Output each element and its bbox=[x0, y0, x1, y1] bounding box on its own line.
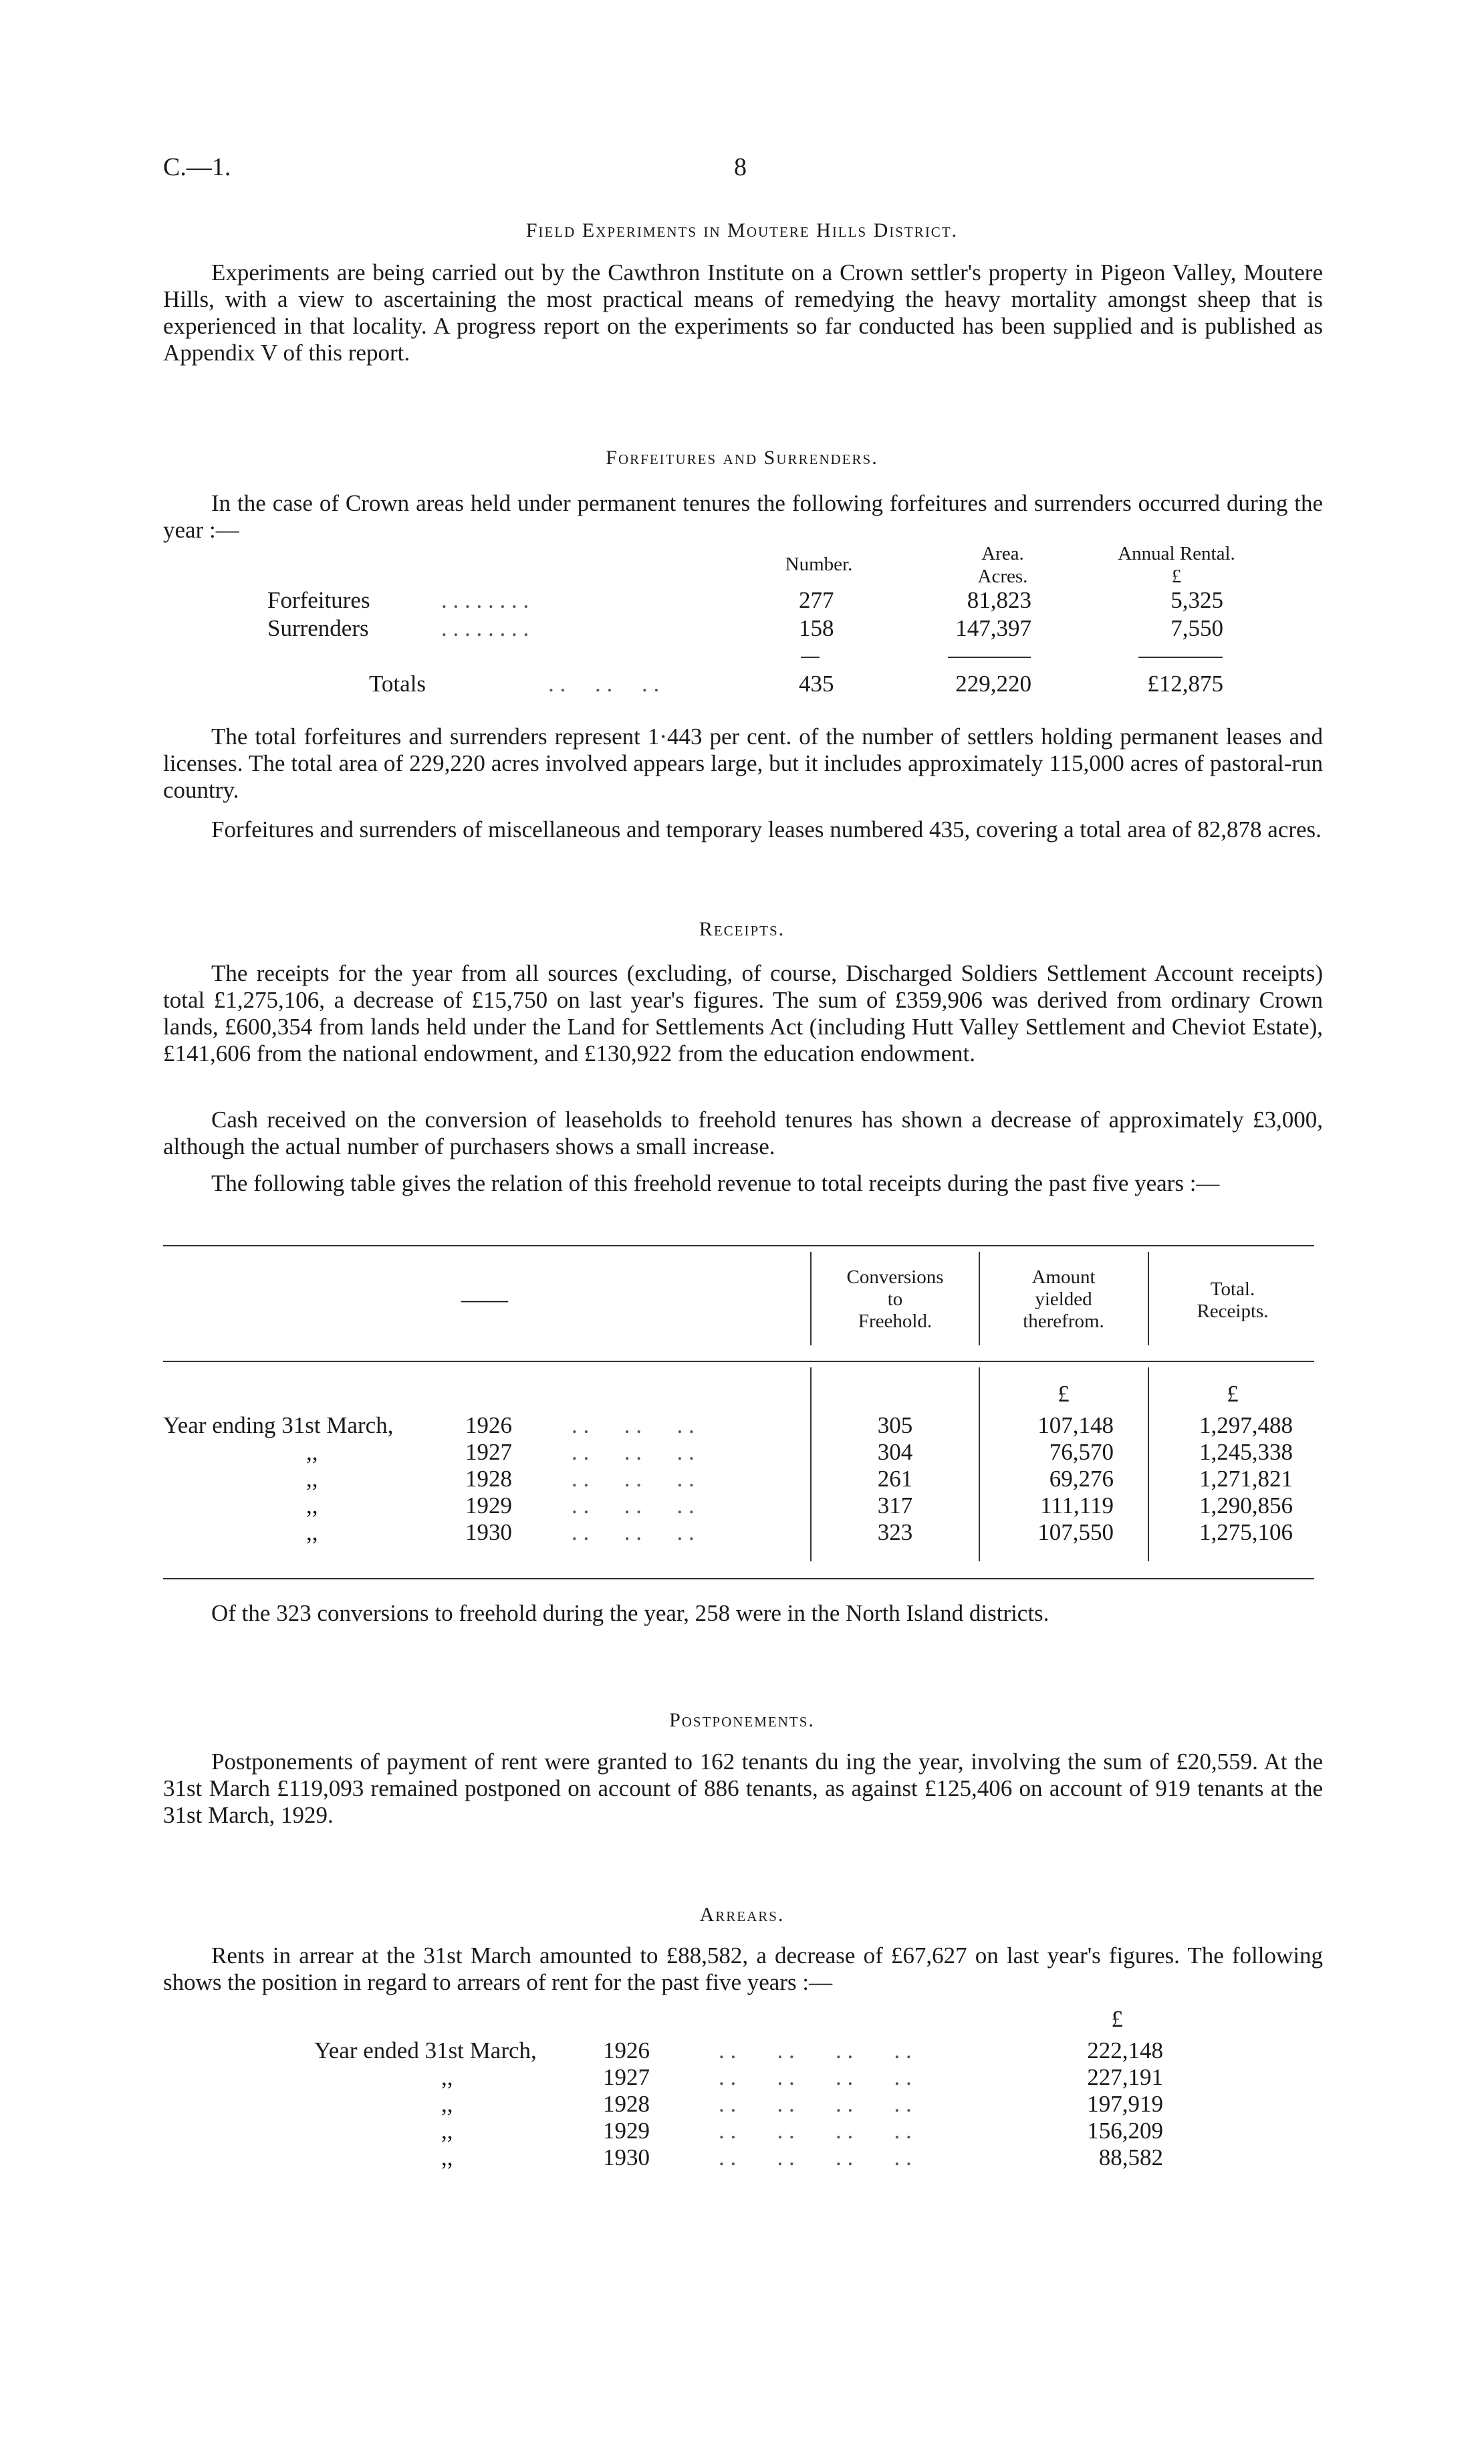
subtotal-rule bbox=[948, 657, 1031, 658]
leader-dots: . . . . . . . . bbox=[719, 2144, 912, 2170]
cell-conversions: 305 bbox=[877, 1412, 913, 1438]
section-heading-forfeitures: Forfeitures and Surrenders. bbox=[606, 447, 878, 469]
cell-amount: 227,191 bbox=[1087, 2064, 1163, 2090]
ditto-mark: ,, bbox=[306, 1492, 318, 1519]
ditto-mark: ,, bbox=[441, 2064, 453, 2090]
page-number: 8 bbox=[734, 153, 747, 181]
section-heading-arrears: Arrears. bbox=[699, 1904, 785, 1926]
year: 1926 bbox=[465, 1412, 512, 1438]
leader-dots: . . . . . . bbox=[572, 1466, 695, 1492]
cell-total: 1,271,821 bbox=[1199, 1466, 1293, 1492]
year: 1929 bbox=[603, 2118, 650, 2144]
cell-number: 277 bbox=[799, 587, 834, 613]
leader-dots: . . . . . . bbox=[572, 1439, 695, 1465]
cell-total: 1,275,106 bbox=[1199, 1519, 1293, 1545]
cell-amount: 197,919 bbox=[1087, 2091, 1163, 2117]
unit-amount: £ bbox=[1058, 1381, 1070, 1407]
section-heading-postponements: Postponements. bbox=[669, 1709, 815, 1731]
col-header-area: Area. bbox=[981, 543, 1024, 564]
cell-amount: 111,119 bbox=[1040, 1492, 1114, 1519]
cell-area: 147,397 bbox=[955, 615, 1031, 641]
cell-rental: 7,550 bbox=[1170, 615, 1223, 641]
receipts-paragraph-4: Of the 323 conversions to freehold during the year, 258 were in the North Island districts. bbox=[211, 1600, 1049, 1626]
cell-total: 1,297,488 bbox=[1199, 1412, 1293, 1438]
ditto-mark: ,, bbox=[306, 1466, 318, 1492]
forfeitures-paragraph-1: The total forfeitures and surrenders represent 1·443 per cent. of the number of settlers holding permanent leases and licenses. The total area of 229,220 acres involved appears large, but it includes approximately 115,000 acres of pastoral-run country. bbox=[163, 723, 1323, 803]
col-header-rental-unit: £ bbox=[1171, 566, 1182, 587]
col-header-total: Total. bbox=[1210, 1278, 1255, 1300]
leader-dots: . . . . . . . . bbox=[719, 2037, 912, 2063]
cell-conversions: 317 bbox=[877, 1492, 913, 1519]
section-heading-field-experiments: Field Experiments in Moutere Hills District. bbox=[525, 219, 959, 241]
col-header-total: Receipts. bbox=[1197, 1301, 1269, 1322]
leader-dots: . . . . . . bbox=[572, 1492, 695, 1519]
forfeitures-intro: In the case of Crown areas held under permanent tenures the following forfeitures and surrenders occurred during the year :— bbox=[163, 490, 1323, 543]
col-header-amount: yielded bbox=[1035, 1289, 1092, 1310]
cell-amount: 222,148 bbox=[1087, 2037, 1163, 2063]
leader-dots: . . . . . . bbox=[548, 671, 660, 697]
unit-pound: £ bbox=[1111, 2006, 1123, 2032]
cell-amount: 76,570 bbox=[1049, 1439, 1114, 1465]
year: 1929 bbox=[465, 1492, 512, 1519]
cell-amount: 88,582 bbox=[1098, 2144, 1163, 2170]
year: 1930 bbox=[465, 1519, 512, 1545]
cell-amount: 156,209 bbox=[1087, 2118, 1163, 2144]
totals-label: Totals bbox=[369, 671, 426, 697]
cell-area: 81,823 bbox=[967, 587, 1031, 613]
leader-dots: . . . . . . . . bbox=[441, 615, 529, 641]
total-area: 229,220 bbox=[955, 671, 1031, 697]
stub-header: —— bbox=[461, 1286, 508, 1313]
year: 1928 bbox=[603, 2091, 650, 2117]
ditto-mark: ,, bbox=[441, 2091, 453, 2117]
cell-total: 1,245,338 bbox=[1199, 1439, 1293, 1465]
table-top-rule bbox=[163, 1245, 1314, 1246]
field-experiments-paragraph: Experiments are being carried out by the Cawthron Institute on a Crown settler's property in Pigeon Valley, Moutere Hills, with a view to ascertaining the most practical means of remedying the heavy mortality amongst sheep that is experienced in that locality. A progress report on the experiments so far conducted has been supplied and is published as Appendix V of this report. bbox=[163, 259, 1323, 366]
section-heading-receipts: Receipts. bbox=[699, 918, 785, 940]
subtotal-rule bbox=[1138, 657, 1223, 658]
col-header-area-unit: Acres. bbox=[977, 566, 1028, 587]
col-header-conversions: Freehold. bbox=[858, 1311, 933, 1332]
document-reference: C.—1. bbox=[163, 153, 231, 181]
cell-total: 1,290,856 bbox=[1199, 1492, 1293, 1519]
table-bottom-rule bbox=[163, 1578, 1314, 1579]
col-header-amount: Amount bbox=[1031, 1266, 1096, 1288]
leader-dots: . . . . . . . . bbox=[441, 587, 529, 613]
col-header-amount: therefrom. bbox=[1023, 1311, 1104, 1332]
cell-conversions: 323 bbox=[877, 1519, 913, 1545]
cell-amount: 107,550 bbox=[1037, 1519, 1114, 1545]
arrears-paragraph: Rents in arrear at the 31st March amounted to £88,582, a decrease of £67,627 on last year's figures. The following shows the position in regard to arrears of rent for the past five years :— bbox=[163, 1942, 1323, 1995]
leader-dots: . . . . . . bbox=[572, 1412, 695, 1438]
receipts-paragraph-3: The following table gives the relation of this freehold revenue to total receipts during the past five years :— bbox=[211, 1170, 1220, 1196]
ditto-mark: ,, bbox=[306, 1519, 318, 1545]
ditto-mark: ,, bbox=[441, 2144, 453, 2170]
unit-total: £ bbox=[1227, 1381, 1239, 1407]
year: 1927 bbox=[465, 1439, 512, 1465]
row-label: Forfeitures bbox=[267, 587, 370, 613]
subtotal-rule bbox=[801, 657, 820, 658]
year: 1928 bbox=[465, 1466, 512, 1492]
receipts-paragraph-1: The receipts for the year from all sources (excluding, of course, Discharged Soldiers Settlement Account receipts) total £1,275,106, a decrease of £15,750 on last year's figures. The sum of £359,906 was derived from ordinary Crown lands, £600,354 from lands held under the Land for Settlements Act (including Hutt Valley Settlement and Cheviot Estate), £141,606 from the national endowment, and £130,922 from the education endowment. bbox=[163, 960, 1323, 1067]
postponements-paragraph: Postponements of payment of rent were granted to 162 tenants du ing the year, involving the sum of £20,559. At the 31st March £119,093 remained postponed on account of 886 tenants, as against £125,406 on account of 919 tenants at the 31st March, 1929. bbox=[163, 1749, 1323, 1828]
leader-dots: . . . . . . bbox=[572, 1519, 695, 1545]
year: 1926 bbox=[603, 2037, 650, 2063]
col-header-number: Number. bbox=[785, 554, 853, 575]
receipts-paragraph-2: Cash received on the conversion of leaseholds to freehold tenures has shown a decrease of approximately £3,000, although the actual number of purchasers shows a small increase. bbox=[163, 1107, 1323, 1159]
leader-dots: . . . . . . . . bbox=[719, 2064, 912, 2090]
cell-number: 158 bbox=[799, 615, 834, 641]
cell-conversions: 261 bbox=[877, 1466, 913, 1492]
year-prefix: Year ending 31st March, bbox=[163, 1412, 394, 1438]
cell-rental: 5,325 bbox=[1170, 587, 1223, 613]
forfeitures-paragraph-2: Forfeitures and surrenders of miscellaneous and temporary leases numbered 435, covering a total area of 82,878 acres. bbox=[211, 816, 1322, 843]
row-label: Surrenders bbox=[267, 615, 369, 641]
col-header-conversions: to bbox=[887, 1289, 903, 1310]
year: 1930 bbox=[603, 2144, 650, 2170]
col-header-conversions: Conversions bbox=[846, 1266, 944, 1288]
leader-dots: . . . . . . . . bbox=[719, 2091, 912, 2117]
ditto-mark: ,, bbox=[441, 2118, 453, 2144]
leader-dots: . . . . . . . . bbox=[719, 2118, 912, 2144]
year-prefix: Year ended 31st March, bbox=[314, 2037, 537, 2063]
cell-conversions: 304 bbox=[877, 1439, 913, 1465]
ditto-mark: ,, bbox=[306, 1439, 318, 1465]
year: 1927 bbox=[603, 2064, 650, 2090]
total-rental: £12,875 bbox=[1147, 671, 1223, 697]
col-header-rental: Annual Rental. bbox=[1118, 543, 1235, 564]
header-rule bbox=[163, 1361, 1314, 1362]
cell-amount: 69,276 bbox=[1049, 1466, 1114, 1492]
cell-amount: 107,148 bbox=[1037, 1412, 1114, 1438]
total-number: 435 bbox=[799, 671, 834, 697]
